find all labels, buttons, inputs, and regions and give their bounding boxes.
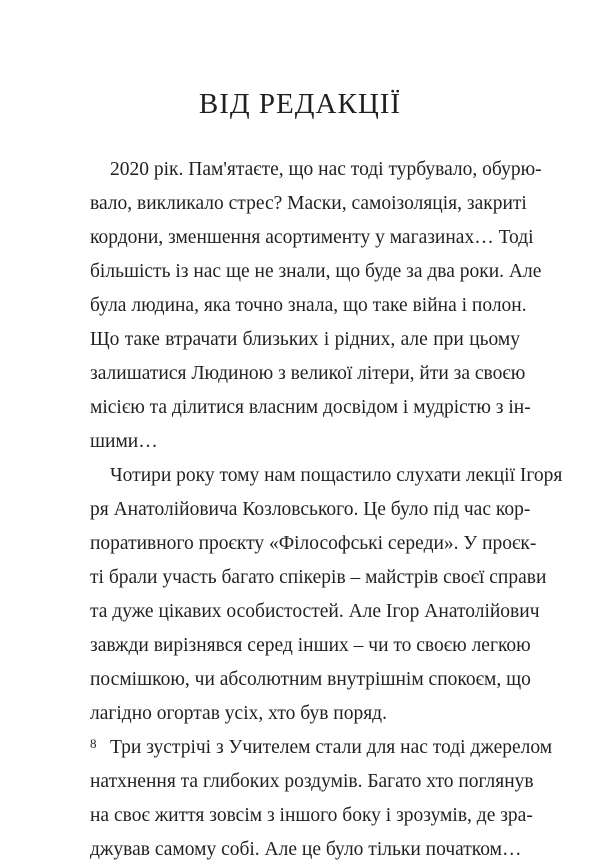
chapter-title: ВІД РЕДАКЦІЇ [198, 88, 402, 120]
body-text [90, 153, 563, 867]
text-line: на своє життя зовсім з іншого боку і зрозумів, де зра- [90, 805, 533, 826]
text-line: залишатися Людиною з великої літери, йти за своєю [90, 363, 526, 384]
text-line: завжди вирізнявся серед інших – чи то своєю легкою [90, 635, 531, 656]
text-line: ті брали участь багато спікерів – майстрів своєї справи [90, 567, 547, 588]
text-line: посмішкою, чи абсолютним внутрішнім спокоєм, що [90, 669, 531, 690]
text-line: поративного проєкту «Філософські середи». У проєк- [90, 533, 537, 554]
text-line: Три зустрічі з Учителем стали для нас тоді джерелом [110, 737, 553, 758]
text-line: місією та ділитися власним досвідом і мудрістю з ін- [90, 397, 531, 418]
text-line: Що таке втрачати близьких і рідних, але при цьому [90, 329, 520, 350]
text-line: більшість із нас ще не знали, що буде за два роки. Але [90, 261, 542, 282]
text-line: кордони, зменшення асортименту у магазинах… Тоді [90, 227, 534, 248]
page-number: 8 [90, 736, 97, 751]
text-line: Чотири року тому нам пощастило слухати лекції Ігоря [110, 465, 563, 486]
text-line: ря Анатолійовича Козловського. Це було під час кор- [90, 499, 531, 520]
text-line: та дуже цікавих особистостей. Але Ігор Анатолійович [90, 601, 540, 622]
text-line: була людина, яка точно знала, що таке війна і полон. [90, 295, 527, 316]
text-line: шими… [90, 431, 158, 452]
text-line: лагідно огортав усіх, хто був поряд. [90, 703, 387, 724]
text-line: натхнення та глибоких роздумів. Багато хто поглянув [90, 771, 534, 792]
text-line: 2020 рік. Пам'ятаєте, що нас тоді турбувало, обурю- [110, 159, 542, 180]
text-line: джував самому собі. Але це було тільки початком… [90, 839, 522, 860]
text-line: вало, викликало стрес? Маски, самоізоляція, закриті [90, 193, 527, 214]
